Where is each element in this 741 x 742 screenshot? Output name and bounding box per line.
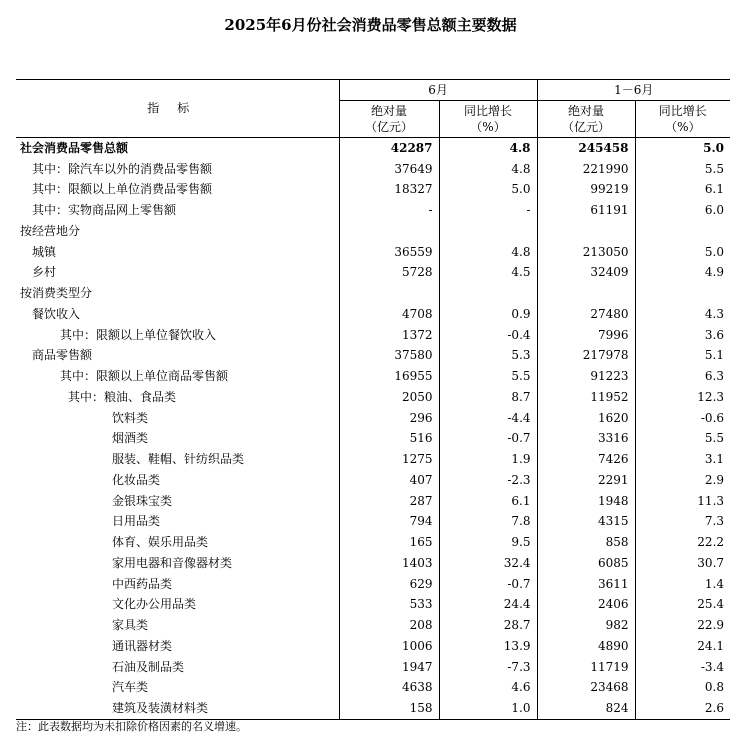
month-abs-cell: 4638 [339,678,439,699]
month-abs-cell: 36559 [339,242,439,263]
ytd-abs-cell: 982 [537,615,635,636]
month-growth-cell: 5.3 [439,346,537,367]
row-label: 按经营地分 [20,223,81,238]
table-row [16,491,730,512]
row-label: 其中：实物商品网上零售额 [32,203,177,218]
month-abs-cell: 2050 [339,387,439,408]
ytd-abs-header: 绝对量 （亿元） [537,101,635,138]
month-growth-cell: -0.7 [439,429,537,450]
ytd-growth-cell: 11.3 [635,491,730,512]
month-abs-header: 绝对量 （亿元） [339,101,439,138]
month-abs-cell: 287 [339,491,439,512]
table-row [16,180,730,201]
month-growth-cell: 4.8 [439,159,537,180]
month-growth-cell: 9.5 [439,532,537,553]
month-growth-cell: 24.4 [439,595,537,616]
month-growth-cell: 1.9 [439,449,537,470]
row-label: 社会消费品零售总额 [20,140,129,155]
table-row [16,387,730,408]
ytd-growth-cell: 7.3 [635,512,730,533]
row-label: 城镇 [32,244,57,259]
table-row [16,636,730,657]
row-label: 商品零售额 [32,348,93,363]
table-row [16,346,730,367]
month-abs-cell: 407 [339,470,439,491]
row-label: 化妆品类 [112,472,161,487]
month-growth-cell [439,283,537,304]
month-abs-cell: 533 [339,595,439,616]
ytd-abs-cell: 11719 [537,657,635,678]
table-row [16,678,730,699]
row-label: 餐饮收入 [32,306,81,321]
row-label: 通讯器材类 [112,638,173,653]
ytd-growth-cell: 12.3 [635,387,730,408]
row-label: 其中：限额以上单位消费品零售额 [32,182,213,197]
ytd-abs-cell: 4315 [537,512,635,533]
month-abs-cell [339,283,439,304]
table-row [16,221,730,242]
footnote: 注：此表数据均为未扣除价格因素的名义增速。 [16,720,247,733]
month-growth-cell: 8.7 [439,387,537,408]
month-growth-cell: 0.9 [439,304,537,325]
ytd-growth-cell: 5.1 [635,346,730,367]
month-growth-cell: -2.3 [439,470,537,491]
ytd-growth-cell: 3.6 [635,325,730,346]
month-abs-cell: 37580 [339,346,439,367]
table-row [16,242,730,263]
row-label: 饮料类 [112,410,149,425]
ytd-abs-cell: 61191 [537,200,635,221]
ytd-growth-cell: 2.9 [635,470,730,491]
ytd-growth-cell: 30.7 [635,553,730,574]
ytd-abs-cell: 245458 [537,138,635,159]
month-abs-cell: 4708 [339,304,439,325]
table-row [16,698,730,719]
ytd-abs-cell [537,283,635,304]
row-label: 日用品类 [112,514,161,529]
row-label: 金银珠宝类 [112,493,173,508]
row-label: 家具类 [112,618,149,633]
month-abs-cell: 1372 [339,325,439,346]
ytd-abs-cell: 91223 [537,366,635,387]
ytd-abs-cell: 213050 [537,242,635,263]
month-growth-cell: -0.4 [439,325,537,346]
row-label: 其中：除汽车以外的消费品零售额 [32,161,213,176]
month-growth-cell: 13.9 [439,636,537,657]
page-title: 2025年6月份社会消费品零售总额主要数据 [224,16,517,34]
month-abs-cell: 208 [339,615,439,636]
month-growth-cell: - [439,200,537,221]
month-growth-cell: 1.0 [439,698,537,719]
row-label: 中西药品类 [112,576,173,591]
ytd-abs-cell: 7426 [537,449,635,470]
ytd-growth-cell: 5.0 [635,138,730,159]
ytd-growth-cell: 5.5 [635,159,730,180]
table-row [16,429,730,450]
table-body [16,138,730,720]
ytd-abs-cell: 2406 [537,595,635,616]
ytd-growth-cell: 4.3 [635,304,730,325]
ytd-abs-cell: 6085 [537,553,635,574]
ytd-abs-cell: 4890 [537,636,635,657]
table-row [16,325,730,346]
table-row [16,657,730,678]
month-growth-cell: 4.5 [439,263,537,284]
ytd-abs-cell: 221990 [537,159,635,180]
ytd-growth-cell: 6.1 [635,180,730,201]
ytd-abs-cell: 11952 [537,387,635,408]
month-growth-header: 同比增长 （%） [439,101,537,138]
month-abs-cell: 18327 [339,180,439,201]
month-growth-cell: 5.0 [439,180,537,201]
month-abs-cell: 158 [339,698,439,719]
ytd-abs-cell: 32409 [537,263,635,284]
ytd-growth-cell: 24.1 [635,636,730,657]
ytd-growth-header: 同比增长 （%） [635,101,730,138]
row-label: 其中：粮油、食品类 [68,389,177,404]
row-label: 烟酒类 [112,431,149,446]
ytd-growth-cell: -0.6 [635,408,730,429]
row-label: 其中：限额以上单位餐饮收入 [60,327,217,342]
month-abs-cell: 37649 [339,159,439,180]
month-abs-cell: 1947 [339,657,439,678]
table-row [16,595,730,616]
month-abs-cell: 1403 [339,553,439,574]
row-label: 其中：限额以上单位商品零售额 [60,369,229,384]
table-row [16,408,730,429]
ytd-growth-cell: 5.5 [635,429,730,450]
month-abs-cell: 794 [339,512,439,533]
month-abs-cell: 165 [339,532,439,553]
ytd-growth-cell: 4.9 [635,263,730,284]
month-abs-cell: 42287 [339,138,439,159]
month-growth-cell [439,221,537,242]
row-label: 汽车类 [112,680,149,695]
table-row [16,532,730,553]
ytd-growth-cell: 22.9 [635,615,730,636]
row-label: 家用电器和音像器材类 [112,555,233,570]
ytd-header: 1－6月 [537,80,730,101]
ytd-abs-cell: 2291 [537,470,635,491]
month-growth-cell: 5.5 [439,366,537,387]
table-row [16,304,730,325]
row-label: 建筑及装潢材料类 [16,698,339,719]
month-growth-cell: 4.8 [439,138,537,159]
month-growth-cell: 4.6 [439,678,537,699]
ytd-abs-cell: 27480 [537,304,635,325]
ytd-abs-cell: 824 [537,698,635,719]
table-row [16,574,730,595]
month-abs-cell: - [339,200,439,221]
ytd-growth-cell [635,283,730,304]
table-row [16,470,730,491]
month-growth-cell: 7.8 [439,512,537,533]
table-row [16,200,730,221]
month-abs-cell: 1006 [339,636,439,657]
ytd-abs-cell: 1620 [537,408,635,429]
ytd-abs-cell: 99219 [537,180,635,201]
month-growth-cell: 6.1 [439,491,537,512]
ytd-growth-cell: 25.4 [635,595,730,616]
ytd-growth-cell: 6.3 [635,366,730,387]
month-growth-cell: -0.7 [439,574,537,595]
ytd-growth-cell: 5.0 [635,242,730,263]
table-row [16,615,730,636]
table-row [16,263,730,284]
month-growth-cell: 28.7 [439,615,537,636]
month-abs-cell: 296 [339,408,439,429]
row-label: 石油及制品类 [112,659,185,674]
ytd-abs-cell: 217978 [537,346,635,367]
table-row [16,283,730,304]
row-label: 体育、娱乐用品类 [112,535,209,550]
ytd-growth-cell: 3.1 [635,449,730,470]
month-abs-cell: 629 [339,574,439,595]
ytd-growth-cell: 2.6 [635,698,730,719]
data-table [16,79,730,720]
ytd-abs-cell [537,221,635,242]
row-label: 文化办公用品类 [112,597,197,612]
table-row [16,512,730,533]
ytd-abs-cell: 23468 [537,678,635,699]
month-abs-cell: 5728 [339,263,439,284]
month-abs-cell [339,221,439,242]
table-row [16,138,730,159]
ytd-growth-cell: -3.4 [635,657,730,678]
indicator-header: 指标 [16,80,339,138]
table-row [16,366,730,387]
ytd-growth-cell: 1.4 [635,574,730,595]
month-abs-cell: 16955 [339,366,439,387]
ytd-growth-cell: 22.2 [635,532,730,553]
month-growth-cell: 4.8 [439,242,537,263]
row-label: 按消费类型分 [20,286,93,301]
month-growth-cell: -4.4 [439,408,537,429]
month-abs-cell: 516 [339,429,439,450]
ytd-abs-cell: 3611 [537,574,635,595]
table-row [16,449,730,470]
row-label: 乡村 [32,265,57,280]
month-abs-cell: 1275 [339,449,439,470]
ytd-growth-cell: 6.0 [635,200,730,221]
ytd-abs-cell: 3316 [537,429,635,450]
month-growth-cell: 32.4 [439,553,537,574]
table-row [16,553,730,574]
row-label: 服装、鞋帽、针纺织品类 [112,452,245,467]
table-row [16,159,730,180]
month-header: 6月 [339,80,537,101]
ytd-growth-cell [635,221,730,242]
ytd-abs-cell: 858 [537,532,635,553]
month-growth-cell: -7.3 [439,657,537,678]
ytd-abs-cell: 7996 [537,325,635,346]
ytd-growth-cell: 0.8 [635,678,730,699]
ytd-abs-cell: 1948 [537,491,635,512]
